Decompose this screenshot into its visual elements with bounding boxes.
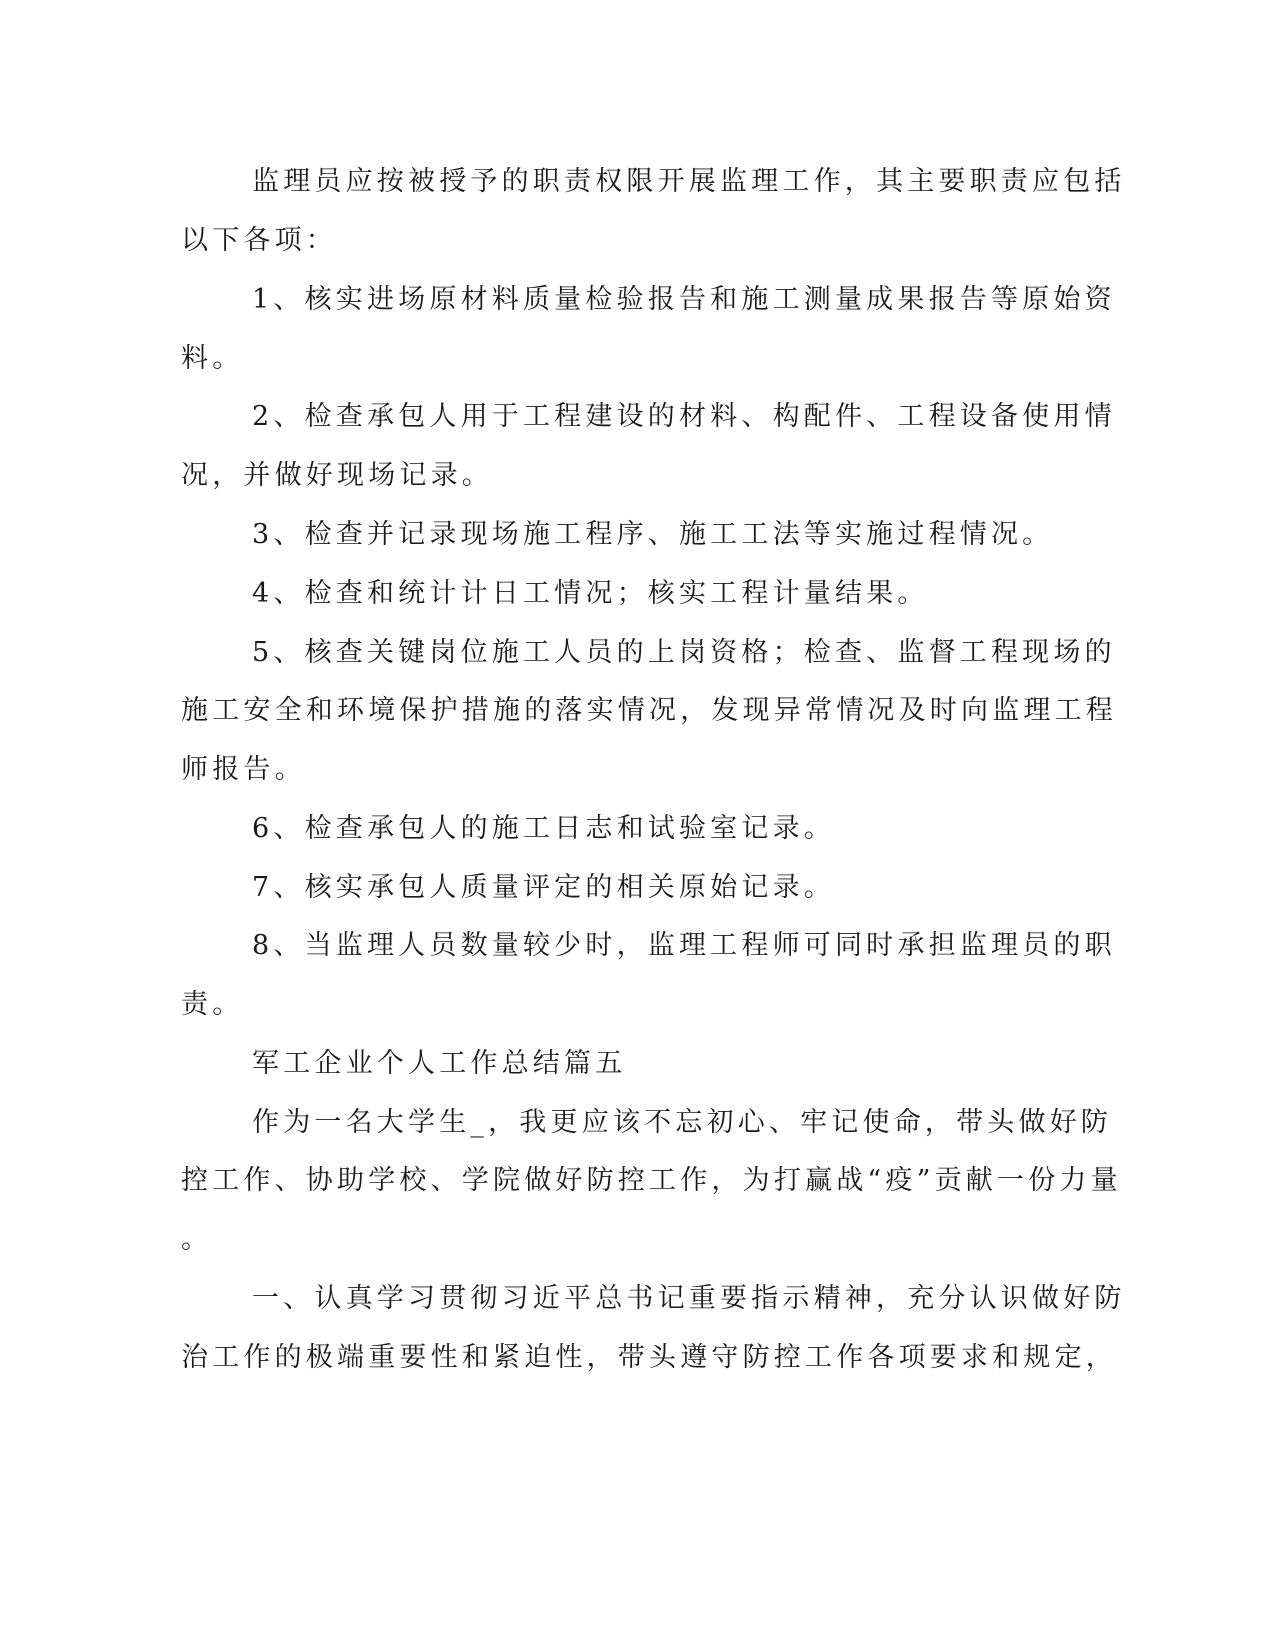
list-item-line: 师报告。	[181, 754, 306, 785]
list-item-line: 1、核实进场原材料质量检验报告和施工测量成果报告等原始资	[252, 284, 1116, 315]
list-item-line: 4、检查和统计计日工情况；核实工程计量结果。	[252, 578, 929, 609]
paragraph-line: 控工作、协助学校、学院做好防控工作，为打赢战“疫”贡献一份力量	[181, 1165, 1122, 1196]
list-item-line: 6、检查承包人的施工日志和试验室记录。	[252, 813, 835, 844]
list-item-line: 2、检查承包人用于工程建设的材料、构配件、工程设备使用情	[252, 401, 1116, 432]
list-item-line: 8、当监理人员数量较少时，监理工程师可同时承担监理员的职	[252, 930, 1116, 961]
list-item-line: 施工安全和环境保护措施的落实情况，发现异常情况及时向监理工程	[181, 695, 1117, 726]
paragraph-line: 。	[181, 1224, 213, 1255]
section-heading: 军工企业个人工作总结篇五	[252, 1048, 627, 1079]
paragraph-line: 治工作的极端重要性和紧迫性，带头遵守防控工作各项要求和规定，	[181, 1342, 1117, 1373]
paragraph-line: 以下各项：	[181, 225, 337, 256]
paragraph-line: 一、认真学习贯彻习近平总书记重要指示精神，充分认识做好防	[252, 1283, 1126, 1314]
list-item-line: 5、核查关键岗位施工人员的上岗资格；检查、监督工程现场的	[252, 637, 1116, 668]
list-item-line: 况，并做好现场记录。	[181, 460, 493, 491]
list-item-line: 7、核实承包人质量评定的相关原始记录。	[252, 872, 835, 903]
list-item-line: 3、检查并记录现场施工程序、施工工法等实施过程情况。	[252, 519, 1054, 550]
list-item-line: 料。	[181, 343, 244, 374]
list-item-line: 责。	[181, 989, 244, 1020]
paragraph-line: 作为一名大学生_，我更应该不忘初心、牢记使命，带头做好防	[252, 1107, 1113, 1138]
paragraph-line: 监理员应按被授予的职责权限开展监理工作，其主要职责应包括	[252, 166, 1126, 197]
